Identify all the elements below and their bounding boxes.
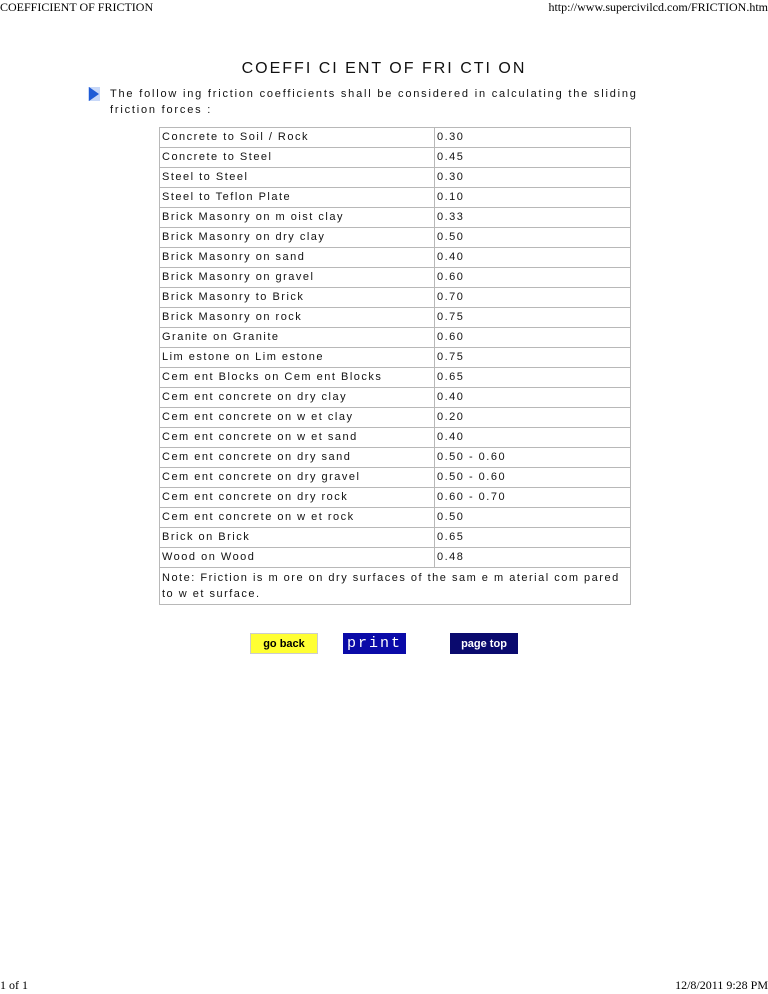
- material-cell: Granite on Granite: [160, 328, 435, 348]
- coefficient-cell: 0.40: [435, 388, 631, 408]
- coefficient-cell: 0.60: [435, 268, 631, 288]
- table-row: [160, 488, 631, 508]
- table-row: [160, 188, 631, 208]
- table-row: [160, 168, 631, 188]
- material-cell: Steel to Steel: [160, 168, 435, 188]
- table-row: [160, 148, 631, 168]
- coefficient-cell: 0.48: [435, 548, 631, 568]
- material-cell: Cem ent concrete on dry sand: [160, 448, 435, 468]
- coefficient-cell: 0.75: [435, 348, 631, 368]
- table-row: [160, 268, 631, 288]
- material-cell: Cem ent concrete on dry clay: [160, 388, 435, 408]
- material-cell: Steel to Teflon Plate: [160, 188, 435, 208]
- coefficient-cell: 0.50: [435, 228, 631, 248]
- friction-table: [159, 127, 631, 605]
- coefficient-cell: 0.75: [435, 308, 631, 328]
- table-row: [160, 328, 631, 348]
- table-row: [160, 208, 631, 228]
- material-cell: Lim estone on Lim estone: [160, 348, 435, 368]
- table-row: [160, 548, 631, 568]
- table-row: [160, 408, 631, 428]
- material-cell: Brick Masonry on sand: [160, 248, 435, 268]
- print-footer-datetime: 12/8/2011 9:28 PM: [675, 978, 768, 992]
- material-cell: Brick Masonry on dry clay: [160, 228, 435, 248]
- coefficient-cell: 0.10: [435, 188, 631, 208]
- material-cell: Brick Masonry on gravel: [160, 268, 435, 288]
- table-row: [160, 228, 631, 248]
- print-header-url: http://www.supercivilcd.com/FRICTION.htm: [548, 0, 768, 14]
- material-cell: Brick on Brick: [160, 528, 435, 548]
- coefficient-cell: 0.30: [435, 168, 631, 188]
- material-cell: Concrete to Soil / Rock: [160, 128, 435, 148]
- bullet-arrow-icon: [88, 87, 100, 101]
- material-cell: Cem ent concrete on dry rock: [160, 488, 435, 508]
- coefficient-cell: 0.65: [435, 368, 631, 388]
- coefficient-cell: 0.50 - 0.60: [435, 448, 631, 468]
- coefficient-cell: 0.50: [435, 508, 631, 528]
- material-cell: Brick Masonry on m oist clay: [160, 208, 435, 228]
- table-row: [160, 448, 631, 468]
- material-cell: Cem ent concrete on w et rock: [160, 508, 435, 528]
- material-cell: Cem ent Blocks on Cem ent Blocks: [160, 368, 435, 388]
- coefficient-cell: 0.45: [435, 148, 631, 168]
- coefficient-cell: 0.40: [435, 428, 631, 448]
- friction-table-body: [160, 128, 631, 605]
- coefficient-cell: 0.40: [435, 248, 631, 268]
- table-row: [160, 308, 631, 328]
- material-cell: Cem ent concrete on w et sand: [160, 428, 435, 448]
- coefficient-cell: 0.30: [435, 128, 631, 148]
- go-back-button[interactable]: go back: [250, 633, 318, 654]
- coefficient-cell: 0.70: [435, 288, 631, 308]
- print-button[interactable]: print: [343, 633, 406, 654]
- coefficient-cell: 0.33: [435, 208, 631, 228]
- coefficient-cell: 0.60 - 0.70: [435, 488, 631, 508]
- page-top-button[interactable]: page top: [450, 633, 518, 654]
- table-row: [160, 348, 631, 368]
- material-cell: Cem ent concrete on dry gravel: [160, 468, 435, 488]
- coefficient-cell: 0.50 - 0.60: [435, 468, 631, 488]
- material-cell: Wood on Wood: [160, 548, 435, 568]
- page-title: COEFFI CI ENT OF FRI CTI ON: [241, 60, 527, 77]
- material-cell: Cem ent concrete on w et clay: [160, 408, 435, 428]
- table-row: [160, 288, 631, 308]
- coefficient-cell: 0.20: [435, 408, 631, 428]
- intro-text: The follow ing friction coefficients shall be considered in calculating the sliding friction forces :: [110, 88, 638, 116]
- table-row: [160, 388, 631, 408]
- table-row: [160, 468, 631, 488]
- table-row: [160, 428, 631, 448]
- table-row: [160, 528, 631, 548]
- note-text: Note: Friction is m ore on dry surfaces of the sam e m aterial com pared to w et surface.: [160, 568, 631, 605]
- table-row: [160, 368, 631, 388]
- material-cell: Brick Masonry on rock: [160, 308, 435, 328]
- material-cell: Brick Masonry to Brick: [160, 288, 435, 308]
- print-header-title: COEFFICIENT OF FRICTION: [0, 0, 154, 14]
- coefficient-cell: 0.65: [435, 528, 631, 548]
- table-row: [160, 128, 631, 148]
- coefficient-cell: 0.60: [435, 328, 631, 348]
- material-cell: Concrete to Steel: [160, 148, 435, 168]
- print-footer-page: 1 of 1: [0, 978, 28, 992]
- table-row: [160, 248, 631, 268]
- note-row: [160, 568, 631, 605]
- table-row: [160, 508, 631, 528]
